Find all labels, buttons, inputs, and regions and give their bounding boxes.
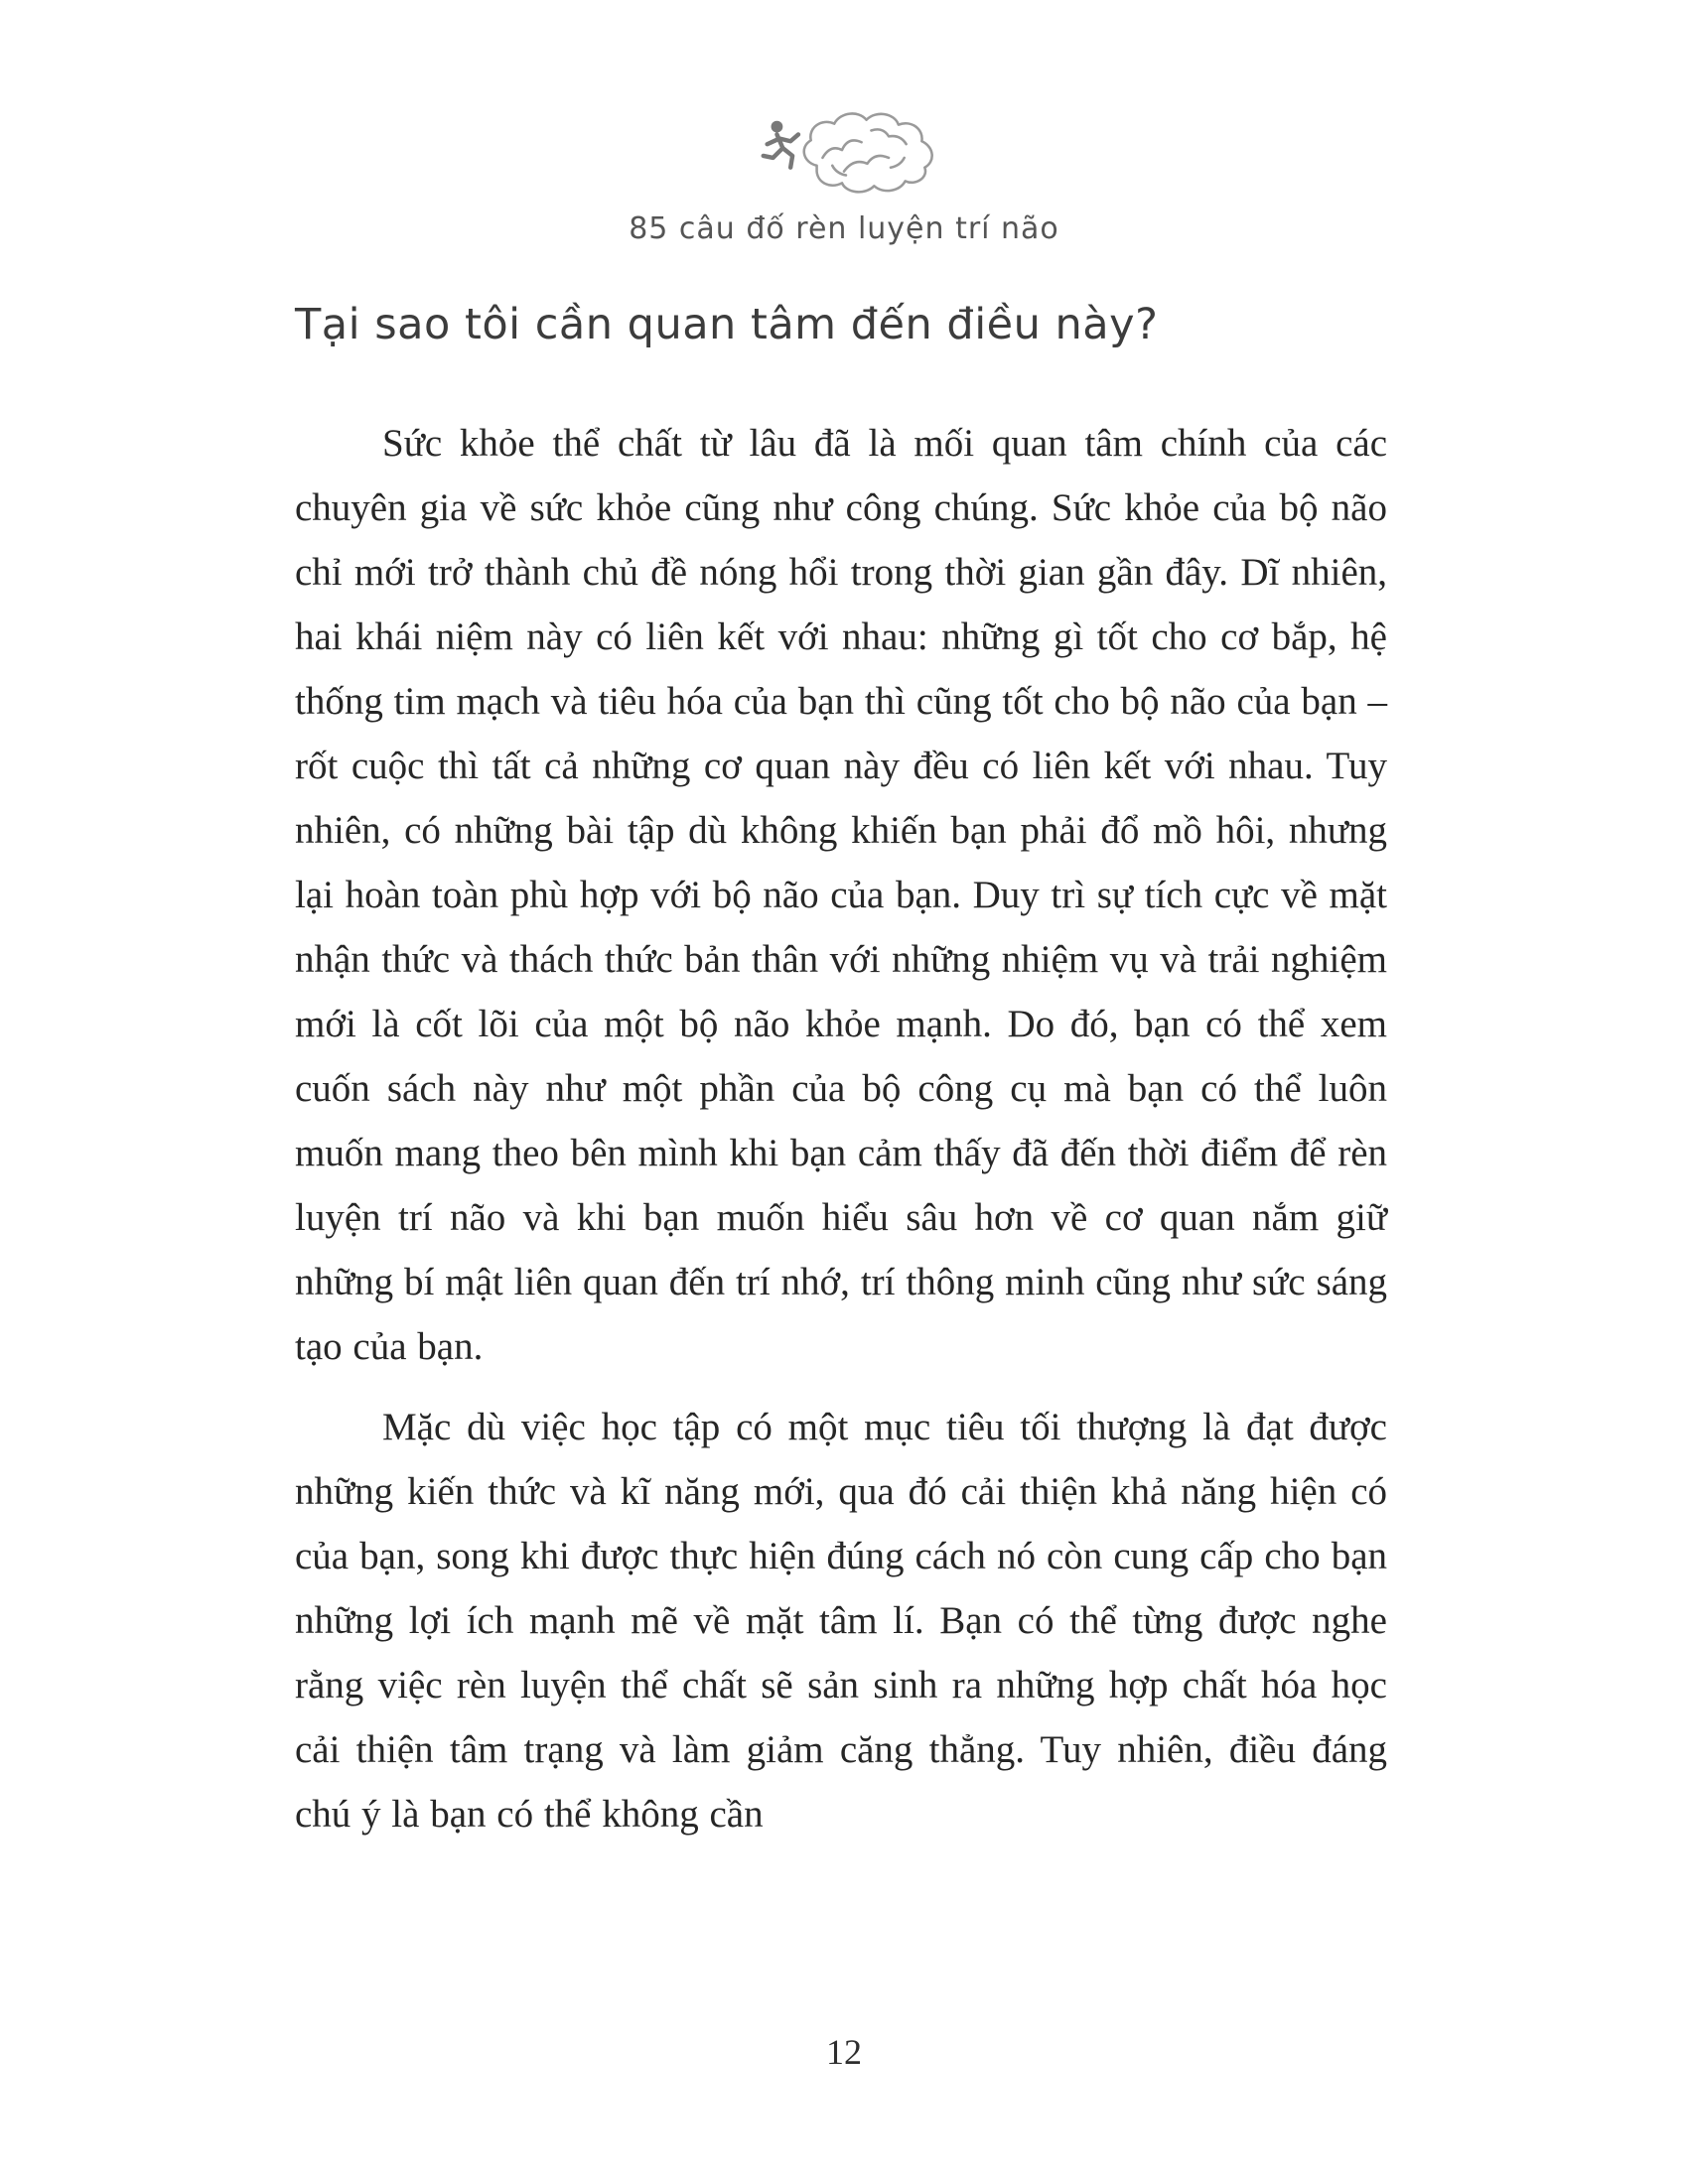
page-content: [295, 300, 1387, 1846]
book-title-caption: 85 câu đố rèn luyện trí não: [629, 211, 1059, 246]
page-footer: [0, 2031, 1688, 2073]
book-logo: [747, 107, 941, 201]
logo-graphic: [747, 107, 941, 201]
section-heading: Tại sao tôi cần quan tâm đến điều này?: [295, 300, 1159, 349]
page-number: 12: [826, 2032, 862, 2072]
brain-icon: [804, 113, 932, 192]
body-paragraph-2: Mặc dù việc học tập có một mục tiêu tối thượng là đạt được những kiến thức và kĩ năng mới, qua đó cải thiện khả năng hiện có của bạn, song khi được thực hiện đúng cách nó còn cung cấp cho bạn những lợi ích mạnh mẽ về mặt tâm lí. Bạn có thể từng được nghe rằng việc rèn luyện thể chất sẽ sản sinh ra những hợp chất hóa học cải thiện tâm trạng và làm giảm căng thẳng. Tuy nhiên, điều đáng chú ý là bạn có thể không cần: [295, 1406, 1387, 1836]
running-person-icon: [764, 121, 798, 168]
body-paragraph-1: Sức khỏe thể chất từ lâu đã là mối quan tâm chính của các chuyên gia về sức khỏe cũng như công chúng. Sức khỏe của bộ não chỉ mới trở thành chủ đề nóng hổi trong thời gian gần đây. Dĩ nhiên, hai khái niệm này có liên kết với nhau: những gì tốt cho cơ bắp, hệ thống tim mạch và tiêu hóa của bạn thì cũng tốt cho bộ não của bạn – rốt cuộc thì tất cả những cơ quan này đều có liên kết với nhau. Tuy nhiên, có những bài tập dù không khiến bạn phải đổ mồ hôi, nhưng lại hoàn toàn phù hợp với bộ não của bạn. Duy trì sự tích cực về mặt nhận thức và thách thức bản thân với những nhiệm vụ và trải nghiệm mới là cốt lõi của một bộ não khỏe mạnh. Do đó, bạn có thể xem cuốn sách này như một phần của bộ công cụ mà bạn có thể luôn muốn mang theo bên mình khi bạn cảm thấy đã đến thời điểm để rèn luyện trí não và khi bạn muốn hiểu sâu hơn về cơ quan nắm giữ những bí mật liên quan đến trí nhớ, trí thông minh cũng như sức sáng tạo của bạn.: [295, 422, 1387, 1368]
page-header: [0, 107, 1688, 246]
